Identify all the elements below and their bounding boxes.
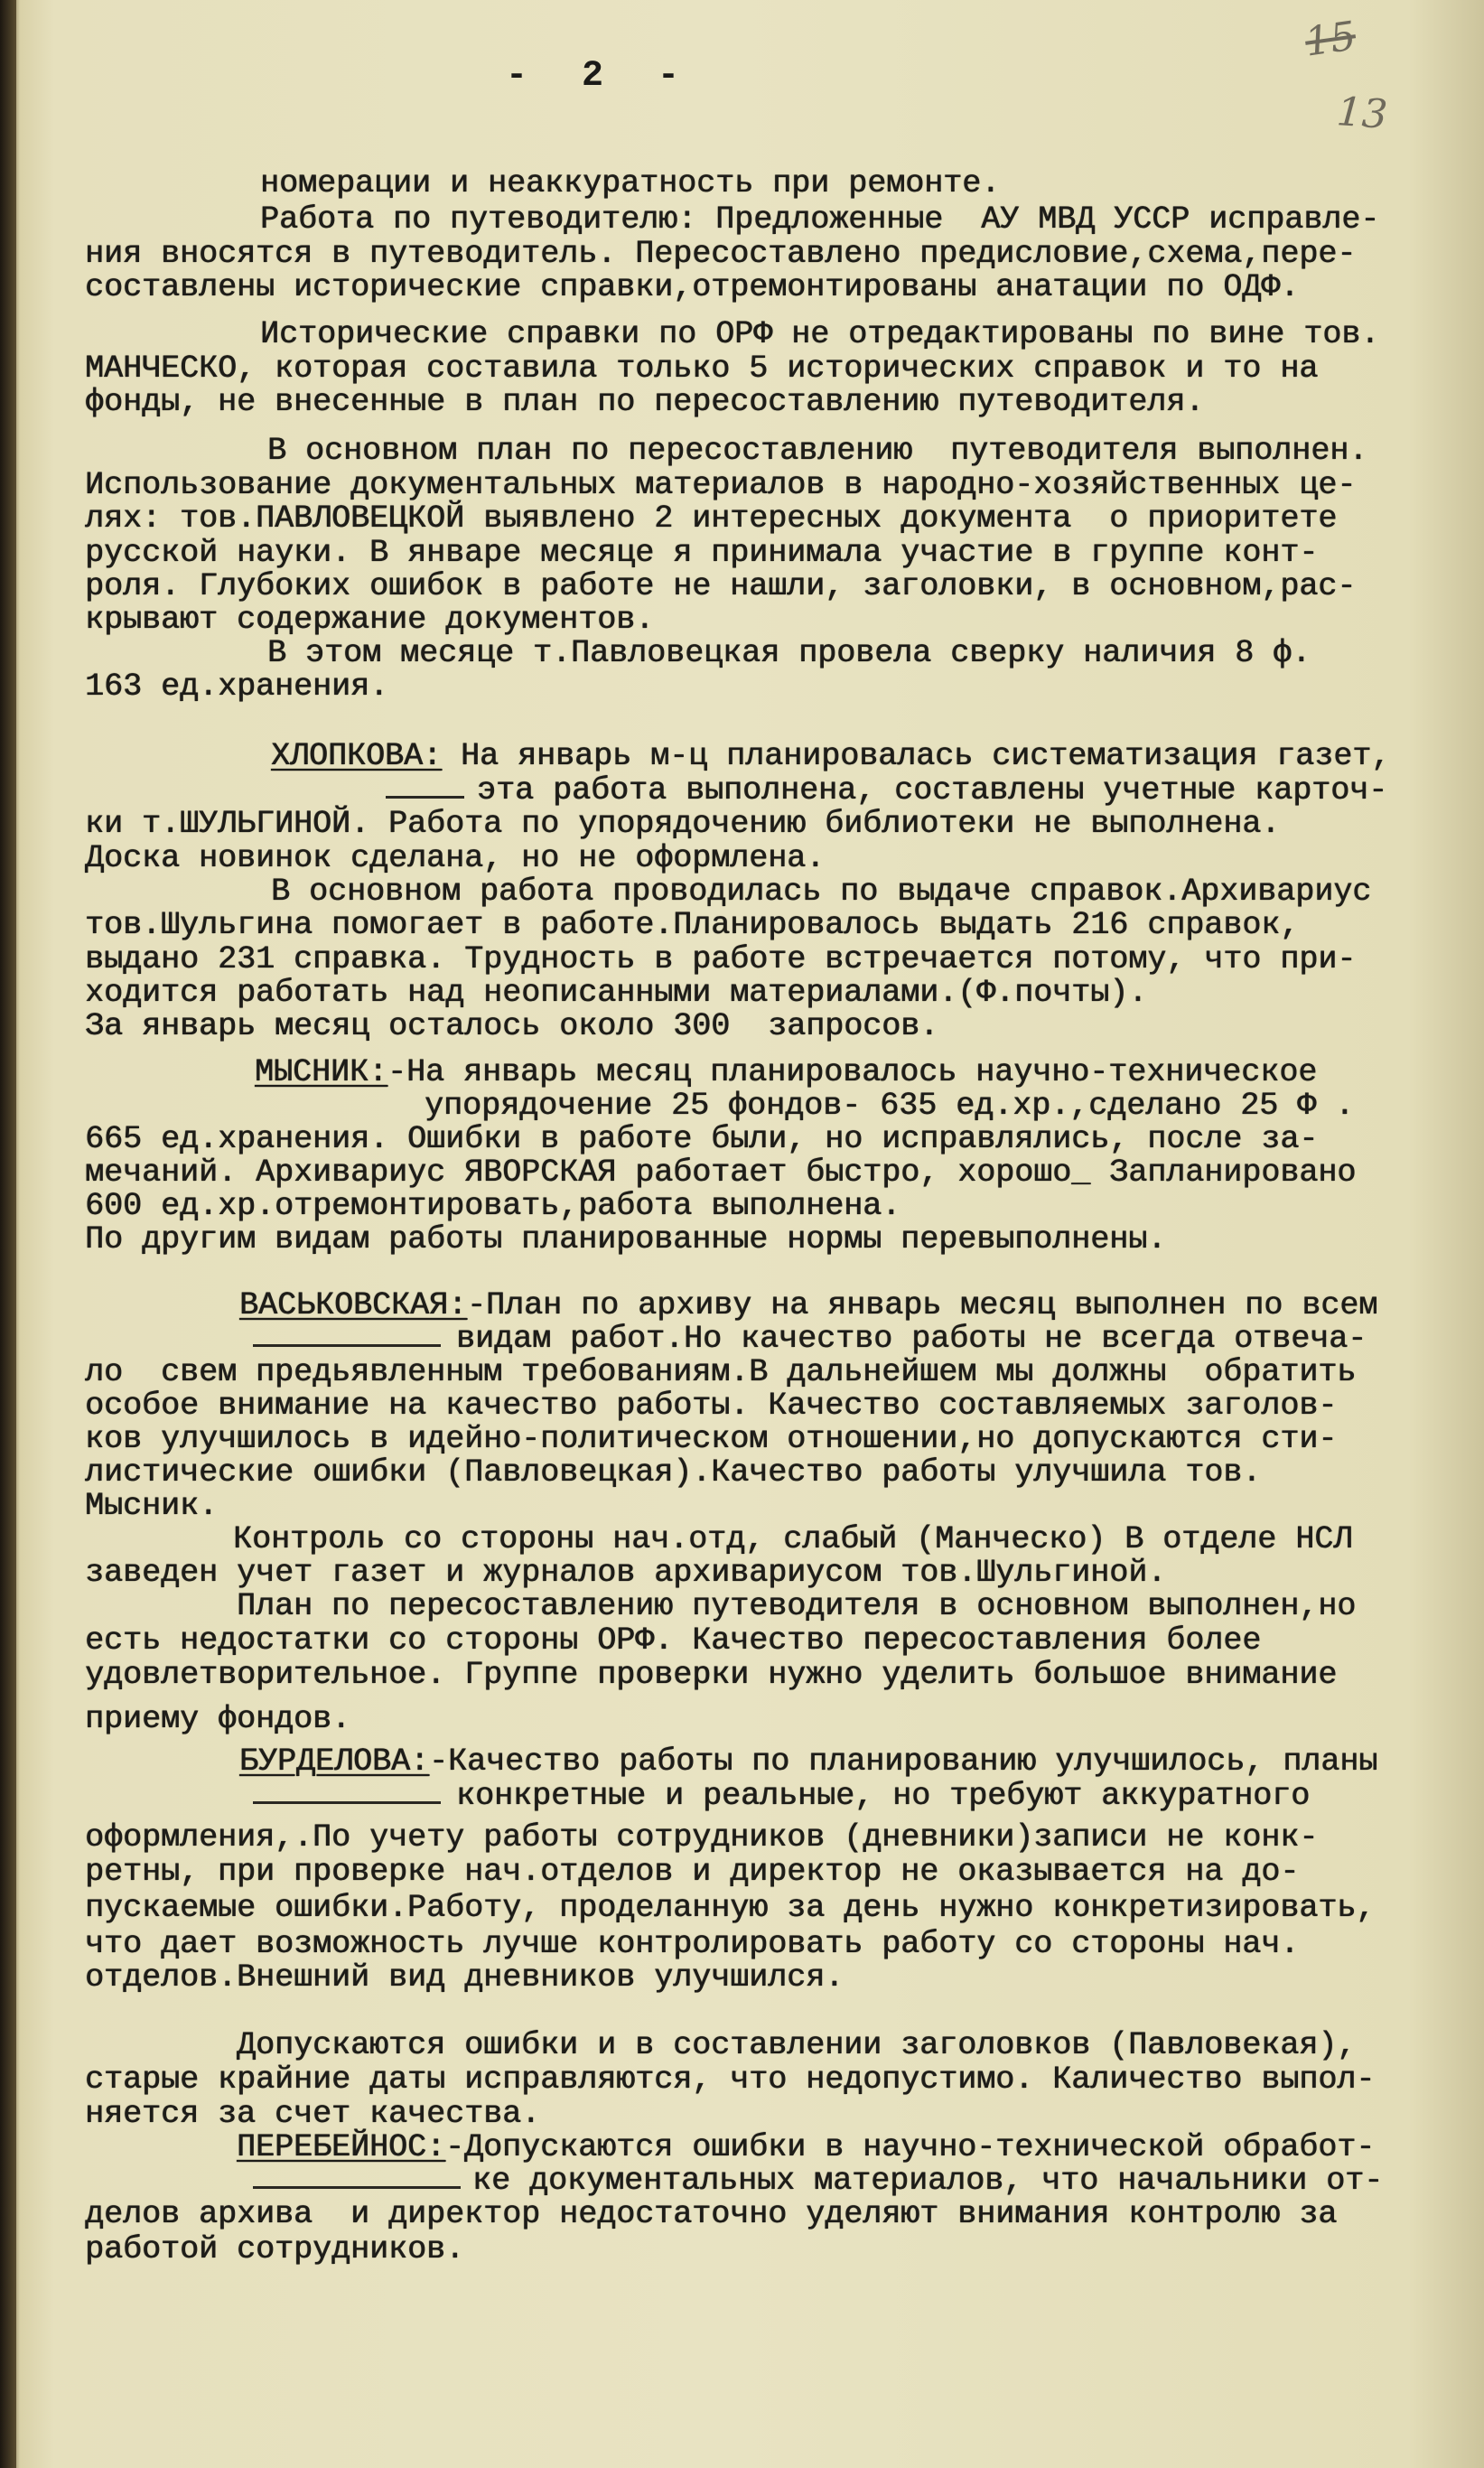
line-text: Использование документальных материалов в народно-хозяйственных це- <box>85 467 1357 503</box>
speaker-name: МЫСНИК: <box>255 1054 388 1090</box>
text-line <box>85 1490 218 1522</box>
line-text: приему фондов. <box>85 1701 351 1737</box>
line-text: особое внимание на качество работы. Качество составляемых заголов- <box>85 1388 1338 1424</box>
line-text: роля. Глубоких ошибок в работе не нашли, заголовки, в основном,рас- <box>85 568 1357 604</box>
text-line <box>85 909 1299 941</box>
text-line <box>85 943 1356 976</box>
text-line <box>85 570 1356 603</box>
speaker-name: ХЛОПКОВА: <box>271 738 443 774</box>
line-text: ке документальных материалов, что начальники от- <box>472 2163 1384 2199</box>
text-line <box>472 2164 1383 2197</box>
text-line <box>85 2198 1337 2230</box>
text-line <box>85 1356 1356 1388</box>
text-line <box>85 1389 1337 1422</box>
text-line <box>85 603 654 636</box>
typed-dash-rule <box>386 796 464 799</box>
text-line <box>85 808 1280 840</box>
line-text: видам работ.Но качество работы не всегда отвеча- <box>456 1321 1367 1357</box>
text-line <box>85 1223 1166 1256</box>
text-line <box>233 1523 1352 1556</box>
line-text: фонды, не внесенные в план по пересоставлению путеводителя. <box>85 384 1205 420</box>
line-text: За январь месяц осталось около 300 запросов. <box>85 1008 939 1044</box>
text-line <box>237 2029 1356 2061</box>
line-text: номерации и неаккуратность при ремонте. <box>260 165 1001 201</box>
line-text: старые крайние даты исправляются, что недопустимо. Каличество выпол- <box>85 2061 1376 2098</box>
typed-dash-rule <box>253 1344 441 1347</box>
text-line <box>85 1703 350 1735</box>
line-text: заведен учет газет и журналов архивариусом тов.Шульгиной. <box>85 1555 1167 1591</box>
text-line <box>85 271 1299 304</box>
line-text: конкретные и реальные, но требуют аккуратного <box>456 1778 1311 1814</box>
line-text: лях: тов.ПАВЛОВЕЦКОЙ выявлено 2 интересных документа о приоритете <box>85 500 1338 537</box>
line-text: листические ошибки (Павловецкая).Качество работы улучшила тов. <box>85 1454 1262 1491</box>
line-text: тов.Шульгина помогает в работе.Планировалось выдать 216 справок, <box>85 907 1300 943</box>
line-text: В основном план по пересоставлению путеводителя выполнен. <box>267 433 1368 469</box>
text-line <box>85 2098 540 2130</box>
text-line <box>85 1423 1337 1455</box>
text-line <box>267 637 1311 669</box>
line-text: есть недостатки со стороны ОРФ. Качество пересоставления более <box>85 1622 1262 1659</box>
line-text: ходится работать над неописанными материалами.(Ф.почты). <box>85 975 1148 1011</box>
text-line <box>85 1123 1318 1155</box>
line-text: делов архива и директор недостаточно уделяют внимания контролю за <box>85 2196 1338 2232</box>
text-line <box>85 1557 1166 1589</box>
line-text: составлены исторические справки,отремонтированы анатации по ОДФ. <box>85 269 1300 305</box>
text-line <box>85 1928 1299 1960</box>
line-text: 665 ед.хранения. Ошибки в работе были, но исправлялись, после за- <box>85 1121 1319 1157</box>
text-line <box>271 875 1371 908</box>
line-text: мечаний. Архивариус ЯВОРСКАЯ работает быстро, хорошо_ Запланировано <box>85 1155 1357 1191</box>
text-line <box>85 1659 1337 1691</box>
line-text: По другим видам работы планированные нормы перевыполнены. <box>85 1221 1167 1257</box>
text-line <box>85 537 1318 569</box>
line-text: 163 ед.хранения. <box>85 668 389 705</box>
speaker-name: ВАСЬКОВСКАЯ: <box>239 1287 468 1323</box>
text-line <box>255 1056 1317 1089</box>
line-text: В этом месяце т.Павловецкая провела сверку наличия 8 ф. <box>267 635 1311 671</box>
text-line <box>85 352 1318 385</box>
text-line <box>85 1961 844 1994</box>
text-line <box>260 203 1379 236</box>
text-line <box>425 1089 1354 1122</box>
line-text: -Качество работы по планированию улучшилось, планы <box>429 1743 1378 1780</box>
line-text: Допускаются ошибки и в составлении заголовков (Павловекая), <box>237 2027 1357 2063</box>
line-text: -Допускаются ошибки в научно-технической обработ- <box>445 2129 1376 2165</box>
line-text: -На январь месяц планировалось научно-техническое <box>387 1054 1318 1090</box>
line-text: пускаемые ошибки.Работу, проделанную за день нужно конкретизировать, <box>85 1890 1376 1926</box>
text-line <box>456 1780 1310 1812</box>
line-text: отделов.Внешний вид дневников улучшился. <box>85 1959 845 1996</box>
line-text: Контроль со стороны нач.отд, слабый (Манческо) В отделе НСЛ <box>233 1521 1353 1557</box>
line-text: что дает возможность лучше контролировать работу со стороны нач. <box>85 1926 1300 1962</box>
text-line <box>85 1892 1375 1924</box>
line-text: План по пересоставлению путеводителя в основном выполнен,но <box>237 1588 1357 1624</box>
text-line <box>85 670 388 703</box>
line-text: русской науки. В январе месяце я принимала участие в группе конт- <box>85 535 1319 571</box>
text-line <box>85 469 1356 501</box>
text-line <box>237 1590 1356 1622</box>
line-text: ния вносятся в путеводитель. Пересоставлено предисловие,схема,пере- <box>85 236 1357 272</box>
line-text: Мысник. <box>85 1488 219 1524</box>
text-line <box>85 1456 1261 1489</box>
typed-dash-rule <box>253 2186 461 2189</box>
line-text: На январь м-ц планировалась систематизация газет, <box>442 738 1391 774</box>
line-text: удовлетворительное. Группе проверки нужно уделить большое внимание <box>85 1657 1338 1693</box>
text-line <box>477 774 1387 807</box>
speaker-name: БУРДЕЛОВА: <box>239 1743 430 1780</box>
text-line <box>271 740 1390 772</box>
page-binding-edge <box>0 0 16 2468</box>
text-line <box>85 1821 1318 1854</box>
text-line <box>239 1289 1377 1322</box>
folio-mark-crossed: 15 <box>1302 13 1359 66</box>
line-text: оформления,.По учету работы сотрудников (дневники)записи не конк- <box>85 1819 1319 1856</box>
text-line <box>85 1190 901 1222</box>
line-text: В основном работа проводилась по выдаче справок.Архивариус <box>271 874 1372 910</box>
text-line <box>85 1856 1299 1888</box>
text-line <box>85 977 1147 1009</box>
line-text: ретны, при проверке нач.отделов и директор не оказывается на до- <box>85 1854 1300 1890</box>
text-line <box>267 435 1367 467</box>
text-line <box>237 2131 1375 2164</box>
line-text: работой сотрудников. <box>85 2231 465 2267</box>
line-text: ки т.ШУЛЬГИНОЙ. Работа по упорядочению библиотеки не выполнена. <box>85 806 1281 842</box>
text-line <box>85 2233 464 2266</box>
text-line <box>85 2063 1375 2096</box>
line-text: Доска новинок сделана, но не оформлена. <box>85 840 826 876</box>
line-text: эта работа выполнена, составлены учетные карточ- <box>477 772 1388 809</box>
text-line <box>260 318 1379 351</box>
line-text: няется за счет качества. <box>85 2096 541 2132</box>
line-text: Исторические справки по ОРФ не отредактированы по вине тов. <box>260 316 1380 352</box>
folio-mark: 13 <box>1335 89 1389 138</box>
text-line <box>239 1745 1377 1778</box>
page-number: - 2 - <box>506 56 696 97</box>
text-line <box>85 1624 1261 1657</box>
text-line <box>85 1156 1356 1189</box>
text-line <box>85 842 825 874</box>
text-line <box>85 502 1337 535</box>
line-text: крывают содержание документов. <box>85 602 655 638</box>
line-text: -План по архиву на январь месяц выполнен по всем <box>467 1287 1378 1323</box>
text-line <box>456 1323 1367 1355</box>
line-text: ков улучшилось в идейно-политическом отношении,но допускаются сти- <box>85 1421 1338 1457</box>
line-text: выдано 231 справка. Трудность в работе встречается потому, что при- <box>85 941 1357 977</box>
speaker-name: ПЕРЕБЕЙНОС: <box>237 2129 446 2165</box>
line-text: Работа по путеводителю: Предложенные АУ МВД УССР исправле- <box>260 201 1380 238</box>
text-line <box>85 238 1356 270</box>
text-line <box>260 167 1000 200</box>
line-text: МАНЧЕСКО, которая составила только 5 исторических справок и то на <box>85 351 1319 387</box>
typed-dash-rule <box>253 1801 441 1804</box>
line-text: упорядочение 25 фондов- 635 ед.хр.,сделано 25 Ф . <box>425 1088 1355 1124</box>
text-line <box>85 1010 938 1042</box>
text-line <box>85 386 1204 418</box>
line-text: 600 ед.хр.отремонтировать,работа выполнена. <box>85 1188 901 1224</box>
line-text: ло свем предьявленным требованиям.В дальнейшем мы должны обратить <box>85 1354 1357 1390</box>
